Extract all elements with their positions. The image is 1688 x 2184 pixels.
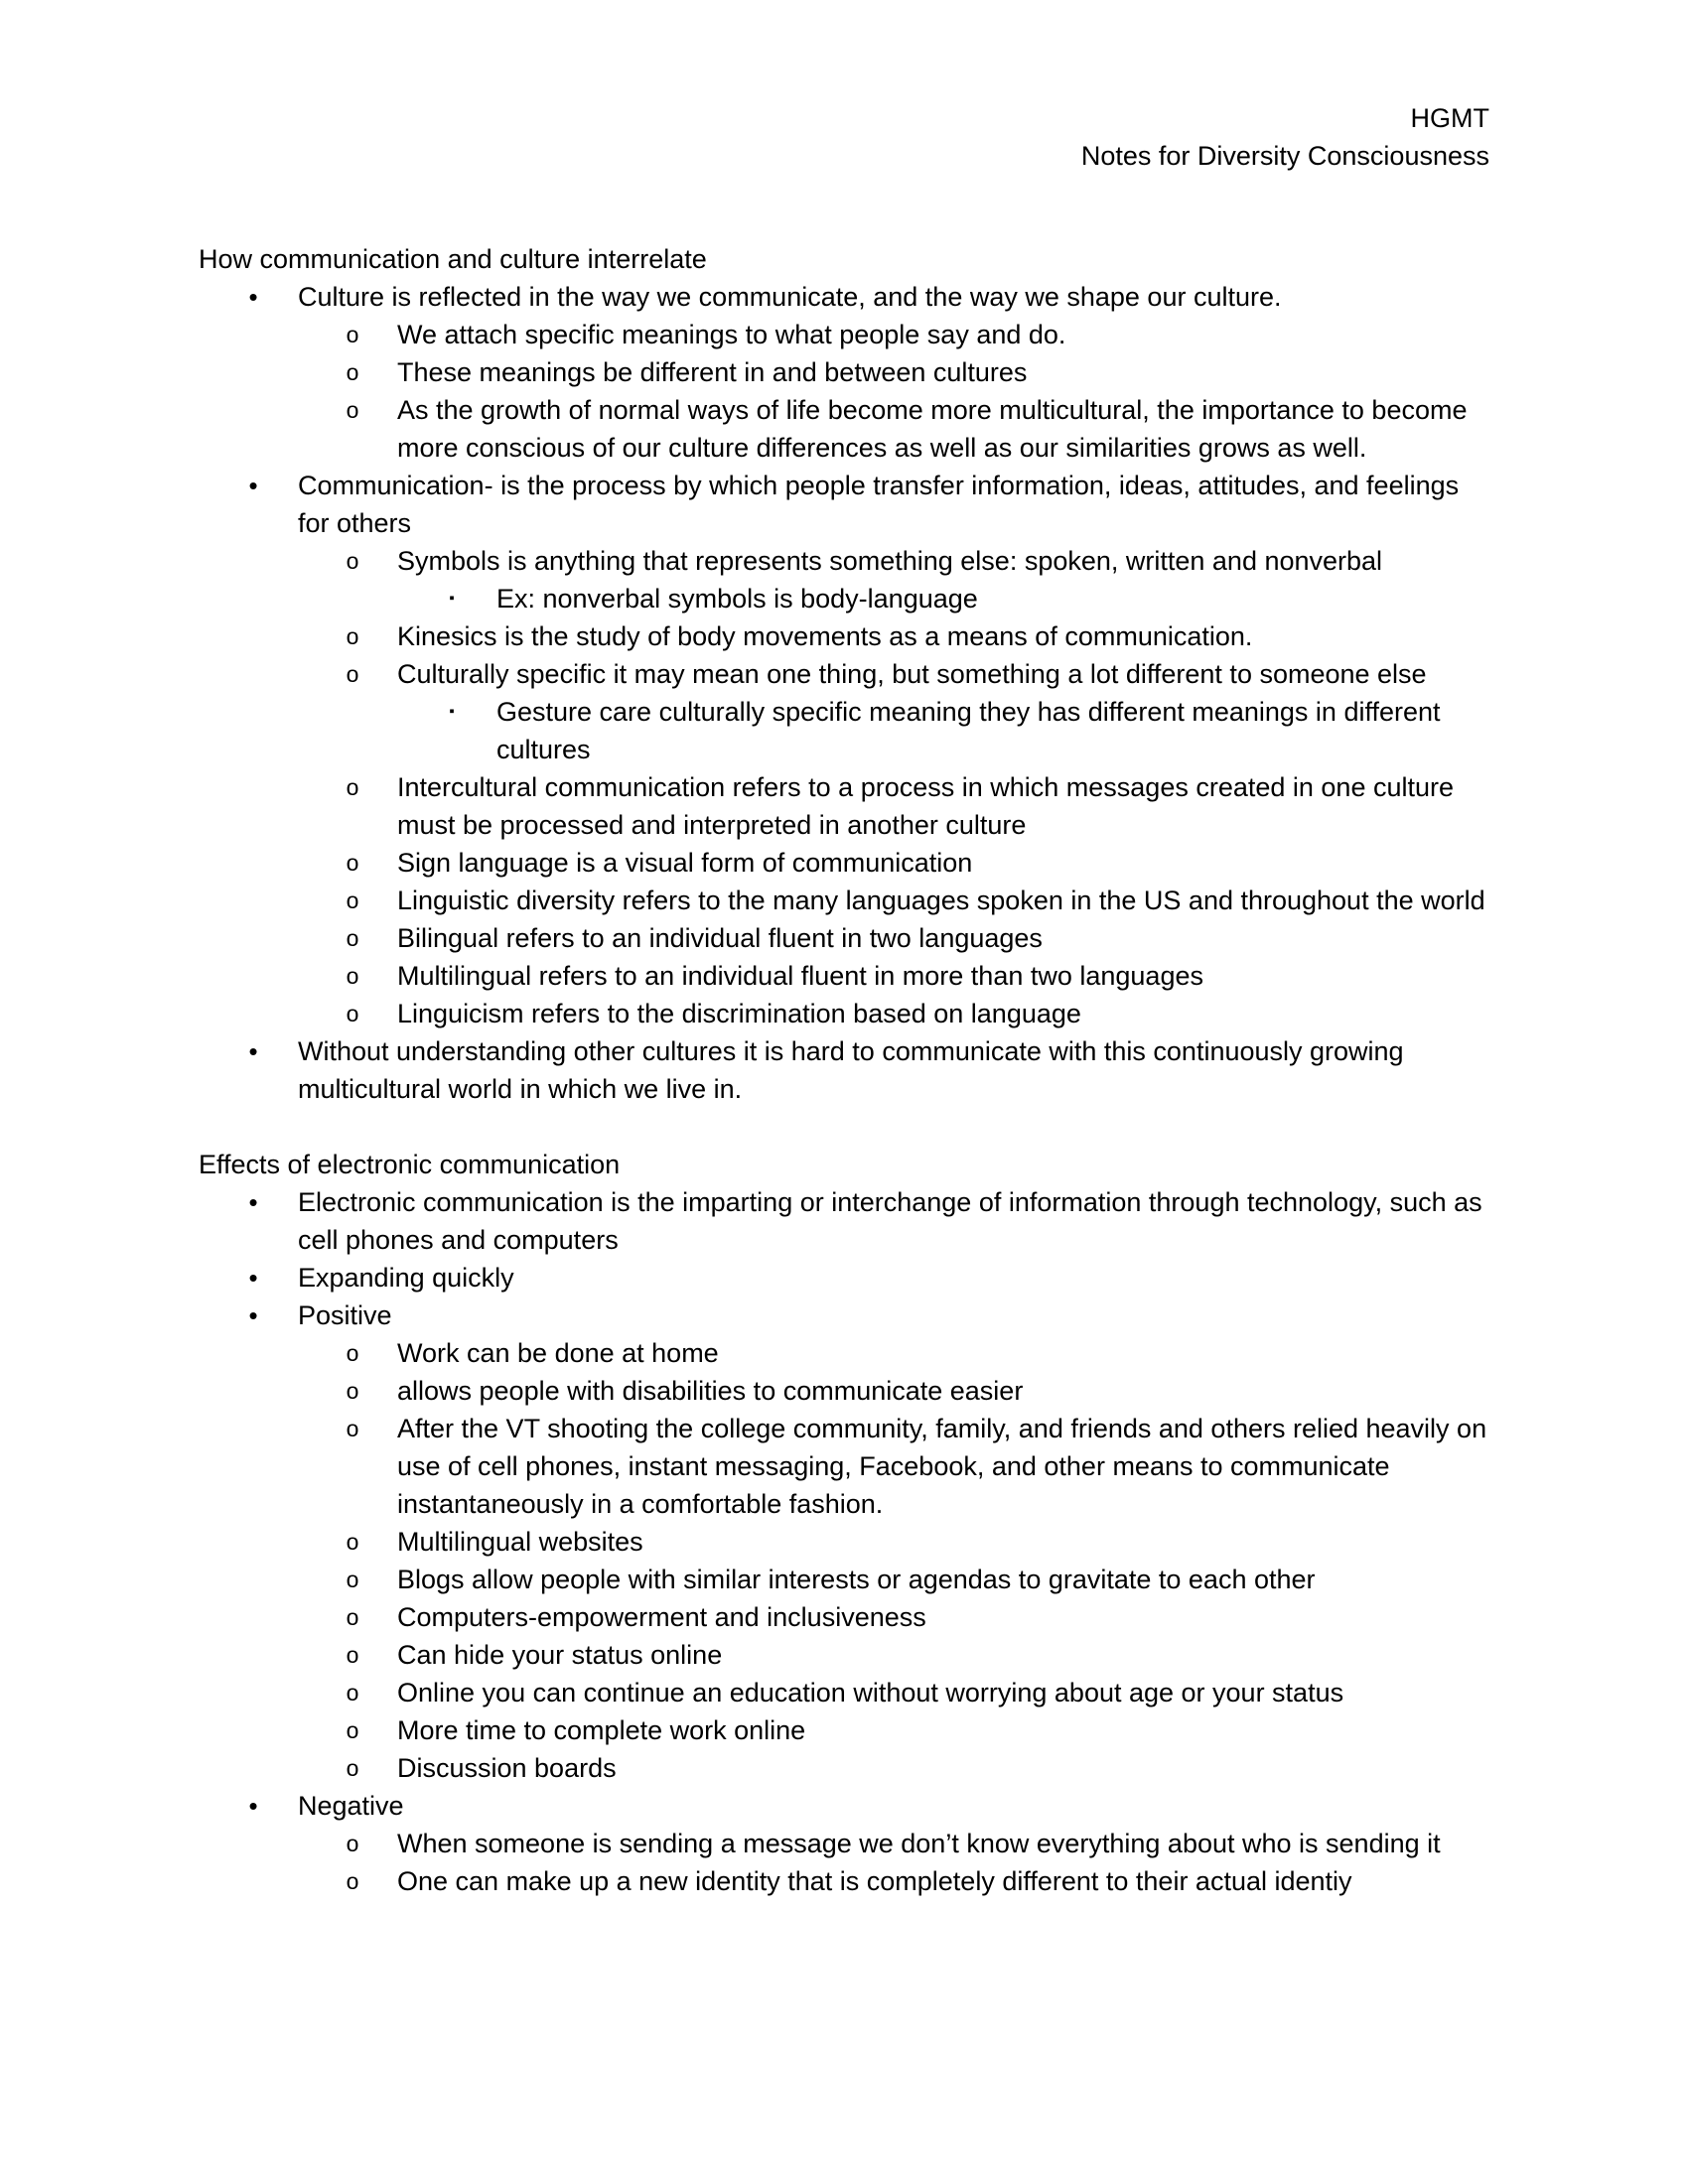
list-item-text: Sign language is a visual form of communication	[397, 848, 973, 878]
list-item-text: More time to complete work online	[397, 1715, 806, 1745]
section-title: Effects of electronic communication	[199, 1150, 621, 1179]
bullet-circle-icon: o	[346, 548, 359, 574]
bullet-circle-icon: o	[346, 661, 359, 687]
list-item-text: When someone is sending a message we don’t know everything about who is sending it	[397, 1829, 1441, 1858]
bullet-circle-icon: o	[346, 1717, 359, 1743]
bullet-circle-icon: o	[346, 774, 359, 800]
bullet-disc-icon: •	[248, 1263, 258, 1293]
bullet-circle-icon: o	[346, 1340, 359, 1366]
bullet-circle-icon: o	[346, 1642, 359, 1668]
bullet-disc-icon: •	[248, 1187, 258, 1217]
list-item-text: After the VT shooting the college community, family, and friends and others relied heavily on use of cell phones, instant messaging, Facebook, and other means to communicate instantaneously in a comfortable fashion.	[397, 1414, 1487, 1519]
list-item	[199, 957, 1489, 995]
bullet-circle-icon: o	[346, 359, 359, 385]
bullet-circle-icon: o	[346, 1604, 359, 1630]
list-item	[199, 844, 1489, 882]
list-item-text: Multilingual refers to an individual fluent in more than two languages	[397, 961, 1203, 991]
list-item-text: Negative	[298, 1791, 404, 1821]
bullet-circle-icon: o	[346, 1567, 359, 1592]
list-item	[199, 391, 1489, 467]
list-item-text: Bilingual refers to an individual fluent in two languages	[397, 923, 1043, 953]
bullet-circle-icon: o	[346, 887, 359, 913]
list-item	[199, 1711, 1489, 1749]
bullet-circle-icon: o	[346, 1416, 359, 1441]
bullet-circle-icon: o	[346, 1378, 359, 1404]
list-item-text: As the growth of normal ways of life become more multicultural, the importance to become more conscious of our culture differences as well as our similarities grows as well.	[397, 395, 1468, 463]
list-item	[199, 693, 1489, 768]
bullet-disc-icon: •	[248, 1300, 258, 1330]
list-item	[199, 316, 1489, 353]
list-item-text: Expanding quickly	[298, 1263, 514, 1293]
section-title: How communication and culture interrelate	[199, 244, 707, 274]
list-item-text: We attach specific meanings to what people say and do.	[397, 320, 1066, 349]
list-item	[199, 1297, 1489, 1334]
bullet-square-icon: ▪	[449, 703, 455, 720]
section-1	[199, 1146, 1489, 1900]
bullet-circle-icon: o	[346, 1680, 359, 1706]
list-item	[199, 882, 1489, 919]
list-item-text: Can hide your status online	[397, 1640, 723, 1670]
bullet-circle-icon: o	[346, 1755, 359, 1781]
list-item-text: Gesture care culturally specific meaning they has different meanings in different cultures	[496, 697, 1441, 764]
list-item-text: One can make up a new identity that is completely different to their actual identiy	[397, 1866, 1352, 1896]
list-item	[199, 1674, 1489, 1711]
list-item-text: Communication- is the process by which people transfer information, ideas, attitudes, and feelings for others	[298, 471, 1460, 538]
bullet-square-icon: ▪	[449, 590, 455, 607]
document-body	[199, 240, 1489, 1900]
list-item-text: Electronic communication is the imparting or interchange of information through technology, such as cell phones and computers	[298, 1187, 1482, 1255]
list-item	[199, 542, 1489, 580]
list-item-text: Kinesics is the study of body movements as a means of communication.	[397, 621, 1253, 651]
bullet-circle-icon: o	[346, 1831, 359, 1856]
bullet-circle-icon: o	[346, 1868, 359, 1894]
list-item-text: Without understanding other cultures it is hard to communicate with this continuously growing multicultural world in which we live in.	[298, 1036, 1404, 1104]
list-item	[199, 655, 1489, 693]
list-item	[199, 768, 1489, 844]
list-item-text: Symbols is anything that represents something else: spoken, written and nonverbal	[397, 546, 1383, 576]
bullet-disc-icon: •	[248, 471, 258, 500]
list-item-text: Multilingual websites	[397, 1527, 643, 1557]
list-item-text: Linguicism refers to the discrimination based on language	[397, 999, 1081, 1028]
list-item	[199, 1523, 1489, 1561]
bullet-circle-icon: o	[346, 322, 359, 347]
bullet-circle-icon: o	[346, 1529, 359, 1555]
list-item	[199, 278, 1489, 316]
list-item	[199, 1032, 1489, 1108]
list-item	[199, 1598, 1489, 1636]
bullet-disc-icon: •	[248, 282, 258, 312]
bullet-circle-icon: o	[346, 925, 359, 951]
list-item	[199, 1561, 1489, 1598]
list-item-text: Work can be done at home	[397, 1338, 719, 1368]
list-item-text: Ex: nonverbal symbols is body-language	[496, 584, 978, 614]
list-item	[199, 1259, 1489, 1297]
list-item-text: These meanings be different in and between cultures	[397, 357, 1028, 387]
list-item-text: Discussion boards	[397, 1753, 617, 1783]
list-item-text: Blogs allow people with similar interests or agendas to gravitate to each other	[397, 1565, 1316, 1594]
list-item-text: Online you can continue an education without worrying about age or your status	[397, 1678, 1344, 1707]
bullet-circle-icon: o	[346, 963, 359, 989]
list-item	[199, 1372, 1489, 1410]
list-item-text: Linguistic diversity refers to the many languages spoken in the US and throughout the world	[397, 886, 1485, 915]
list-item-text: Computers-empowerment and inclusiveness	[397, 1602, 926, 1632]
list-item	[199, 1183, 1489, 1259]
list-item	[199, 1787, 1489, 1825]
bullet-circle-icon: o	[346, 850, 359, 876]
list-item	[199, 1825, 1489, 1862]
list-item	[199, 995, 1489, 1032]
header-document-title: Notes for Diversity Consciousness	[1080, 141, 1489, 171]
list-item-text: Intercultural communication refers to a process in which messages created in one culture must be processed and interpreted in another culture	[397, 772, 1455, 840]
list-item	[199, 353, 1489, 391]
bullet-disc-icon: •	[248, 1036, 258, 1066]
list-item-text: allows people with disabilities to communicate easier	[397, 1376, 1024, 1406]
list-item	[199, 919, 1489, 957]
list-item	[199, 617, 1489, 655]
list-item	[199, 1749, 1489, 1787]
bullet-disc-icon: •	[248, 1791, 258, 1821]
list-item	[199, 1410, 1489, 1523]
list-item-text: Culturally specific it may mean one thing, but something a lot different to someone else	[397, 659, 1427, 689]
section-0	[199, 240, 1489, 1108]
list-item-text: Culture is reflected in the way we communicate, and the way we shape our culture.	[298, 282, 1282, 312]
list-item	[199, 1334, 1489, 1372]
list-item-text: Positive	[298, 1300, 392, 1330]
document-header	[199, 99, 1489, 175]
bullet-circle-icon: o	[346, 623, 359, 649]
header-course-code: HGMT	[1410, 103, 1489, 133]
list-item	[199, 580, 1489, 617]
list-item	[199, 467, 1489, 542]
bullet-circle-icon: o	[346, 397, 359, 423]
list-item	[199, 1636, 1489, 1674]
list-item	[199, 1862, 1489, 1900]
bullet-circle-icon: o	[346, 1001, 359, 1026]
